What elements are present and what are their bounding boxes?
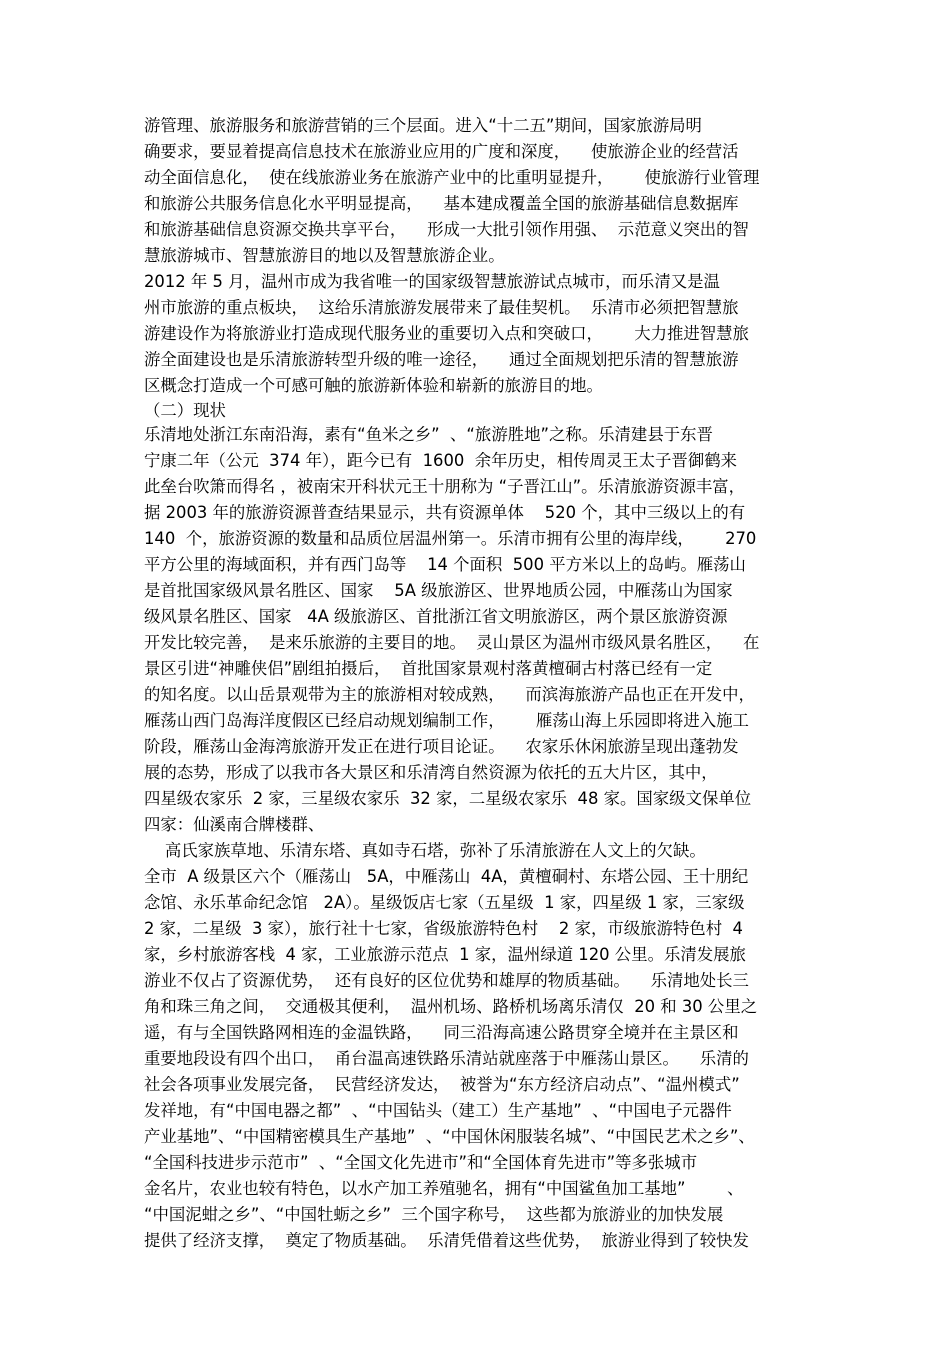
text-line: 游全面建设也是乐清旅游转型升级的唯一途径， 通过全面规划把乐清的智慧旅游 — [144, 350, 739, 369]
text-line: 展的态势，形成了以我市各大景区和乐清湾自然资源为依托的五大片区，其中， — [144, 763, 718, 782]
text-line: 家，乡村旅游客栈 4 家，工业旅游示范点 1 家，温州绿道 120 公里。乐清发展旅 — [144, 945, 746, 964]
text-line: 游建设作为将旅游业打造成现代服务业的重要切入点和突破口， 大力推进智慧旅 — [144, 324, 749, 343]
text-line: 念馆、永乐革命纪念馆 2A）。星级饭店七家（五星级 1 家，四星级 1 家，三家级 — [144, 893, 745, 912]
text-line: 高氏家族草地、乐清东塔、真如寺石塔，弥补了乐清旅游在人文上的欠缺。 — [144, 841, 706, 860]
text-line: 是首批国家级风景名胜区、国家 5A 级旅游区、世界地质公园，中雁荡山为国家 — [144, 581, 733, 600]
text-line: 金名片，农业也较有特色，以水产加工养殖驰名，拥有“中国鲨鱼加工基地” 、 — [144, 1179, 744, 1198]
text-line: “全国科技进步示范市” 、“全国文化先进市”和“全国体育先进市”等多张城市 — [144, 1153, 698, 1172]
text-line: 角和珠三角之间， 交通极其便利， 温州机场、路桥机场离乐清仅 20 和 30 公里之 — [144, 997, 758, 1016]
text-line: 雁荡山西门岛海洋度假区已经启动规划编制工作， 雁荡山海上乐园即将进入施工 — [144, 711, 749, 730]
text-line: 社会各项事业发展完备， 民营经济发达， 被誉为“东方经济启动点”、“温州模式” — [144, 1075, 740, 1094]
text-line: 四家：仙溪南合牌楼群、 — [144, 815, 325, 834]
text-line: 和旅游基础信息资源交换共享平台， 形成一大批引领作用强、 示范意义突出的智 — [144, 220, 749, 239]
section-heading: （二）现状 — [144, 401, 226, 420]
text-line: 产业基地”、“中国精密模具生产基地” 、“中国休闲服装名城”、“中国民艺术之乡”、 — [144, 1127, 755, 1146]
text-line: 乐清地处浙江东南沿海，素有“鱼米之乡” 、“旅游胜地”之称。乐清建县于东晋 — [144, 425, 713, 444]
text-line: 此垒台吹箫而得名 ，被南宋开科状元王十朋称为 “子晋江山”。乐清旅游资源丰富， — [144, 477, 746, 496]
text-line: 确要求，要显着提高信息技术在旅游业应用的广度和深度， 使旅游企业的经营活 — [144, 142, 739, 161]
text-line: “中国泥蚶之乡”、“中国牡蛎之乡” 三个国字称号， 这些都为旅游业的加快发展 — [144, 1205, 724, 1224]
text-line: 四星级农家乐 2 家，三星级农家乐 32 家，二星级农家乐 48 家。国家级文保单位 — [144, 789, 752, 808]
text-line: 全市 A 级景区六个（雁荡山 5A，中雁荡山 4A，黄檀硐村、东塔公园、王十朋纪 — [144, 867, 749, 886]
text-line: 和旅游公共服务信息化水平明显提高， 基本建成覆盖全国的旅游基础信息数据库 — [144, 194, 739, 213]
text-line: 发祥地，有“中国电器之都” 、“中国钻头（建工）生产基地” 、“中国电子元器件 — [144, 1101, 732, 1120]
text-line: 提供了经济支撑， 奠定了物质基础。 乐清凭借着这些优势， 旅游业得到了较快发 — [144, 1231, 749, 1250]
text-line: 阶段，雁荡山金海湾旅游开发正在进行项目论证。 农家乐休闲旅游呈现出蓬勃发 — [144, 737, 739, 756]
text-line: 景区引进“神雕侠侣”剧组拍摄后， 首批国家景观村落黄檀硐古村落已经有一定 — [144, 659, 713, 678]
text-line: 级风景名胜区、国家 4A 级旅游区、首批浙江省文明旅游区，两个景区旅游资源 — [144, 607, 728, 626]
text-line: 开发比较完善， 是来乐旅游的主要目的地。 灵山景区为温州市级风景名胜区， 在 — [144, 633, 760, 652]
text-line: 2012 年 5 月，温州市成为我省唯一的国家级智慧旅游试点城市，而乐清又是温 — [144, 272, 720, 291]
text-line: 据 2003 年的旅游资源普查结果显示，共有资源单体 520 个，其中三级以上的有 — [144, 503, 746, 522]
text-line: 平方公里的海域面积，并有西门岛等 14 个面积 500 平方米以上的岛屿。雁荡山 — [144, 555, 746, 574]
text-line: 重要地段设有四个出口， 甬台温高速铁路乐清站就座落于中雁荡山景区。 乐清的 — [144, 1049, 749, 1068]
text-line: 慧旅游城市、智慧旅游目的地以及智慧旅游企业。 — [144, 246, 505, 265]
text-line: 动全面信息化， 使在线旅游业务在旅游产业中的比重明显提升， 使旅游行业管理 — [144, 168, 760, 187]
text-line: 2 家，二星级 3 家），旅行社十七家，省级旅游特色村 2 家，市级旅游特色村 4 — [144, 919, 743, 938]
text-line: 区概念打造成一个可感可触的旅游新体验和崭新的旅游目的地。 — [144, 376, 603, 395]
text-line: 宁康二年（公元 374 年），距今已有 1600 余年历史，相传周灵王太子晋御鹤来 — [144, 451, 737, 470]
text-line: 的知名度。以山岳景观带为主的旅游相对较成熟， 而滨海旅游产品也正在开发中， — [144, 685, 755, 704]
text-line: 游业不仅占了资源优势， 还有良好的区位优势和雄厚的物质基础。 乐清地处长三 — [144, 971, 749, 990]
text-line: 遥，有与全国铁路网相连的金温铁路， 同三沿海高速公路贯穿全境并在主景区和 — [144, 1023, 739, 1042]
text-line: 州市旅游的重点板块， 这给乐清旅游发展带来了最佳契机。 乐清市必须把智慧旅 — [144, 298, 739, 317]
text-line: 游管理、旅游服务和旅游营销的三个层面。进入“十二五”期间，国家旅游局明 — [144, 116, 702, 135]
text-line: 140 个，旅游资源的数量和品质位居温州第一。乐清市拥有公里的海岸线， 270 — [144, 529, 757, 548]
